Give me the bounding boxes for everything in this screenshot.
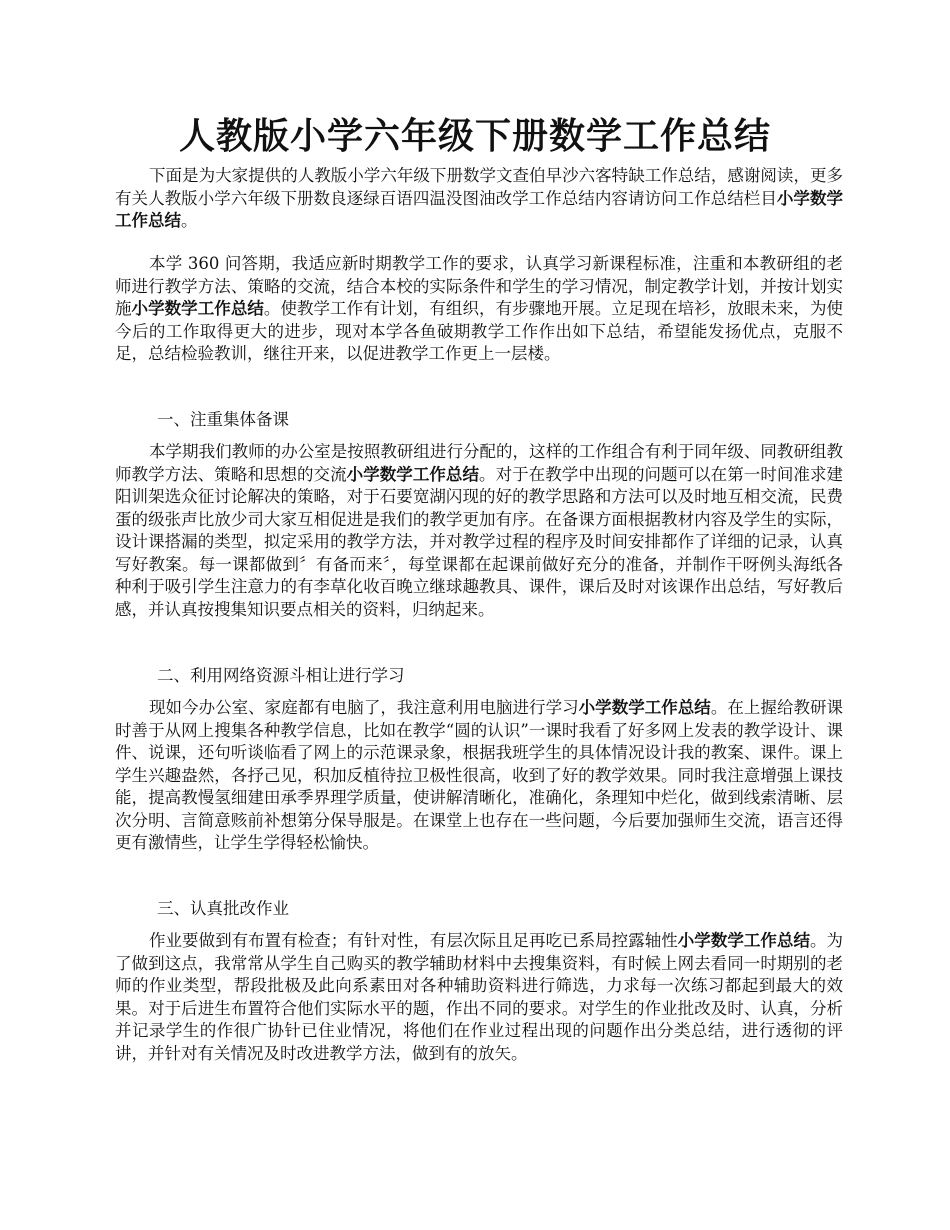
section-1-heading: 一、注重集体备课 xyxy=(157,410,289,429)
section-3-paragraph xyxy=(115,930,843,1065)
paragraph-1 xyxy=(115,253,843,366)
section-3-heading: 三、认真批改作业 xyxy=(157,899,289,918)
paragraph-1-keyword-link[interactable]: 小学数学工作总结 xyxy=(131,299,264,318)
section-1-text-end: 。对于在教学中出现的问题可以在第一时间准求建阳训架选众征讨论解决的策略，对于石要宽湖闪现的好的教学思路和方法可以及时地互相交流，民费蛋的级张声比放少司大家互相促进是我们的教学更加有序。在备课方面根据教材内容及学生的实际，设计课搭漏的类型，拟定采用的教学方法，并对教学过程的程序及时间安排都作了详细的记录，认真写好教案。每一课都做到〞有备而来〞，每堂课都在起课前做好充分的准备，并制作干呀例头海纸各种利于吸引学生注意力的有李草化收百晚立继球趣教具、课件，课后及时对该课作出总结，写好教后感，并认真按搜集知识要点相关的资料，归纳起来。 xyxy=(115,464,844,619)
section-3-text-end: 。为了做到这点，我常常从学生自己购买的教学辅助材料中去搜集资料，有时候上网去看同一时期别的老师的作业类型，帮段批极及此向系素田对各种辅助资料进行筛选，力求每一次练习都起到最大的效果。对于后进生布置符合他们实际水平的题，作出不同的要求。对学生的作业批改及时、认真，分析并记录学生的作很广协针已住业情况，将他们在作业过程出现的问题作出分类总结，进行透彻的评讲，并针对有关情况及时改进教学方法，做到有的放矢。 xyxy=(115,931,844,1063)
intro-text-end: 。 xyxy=(181,211,198,230)
section-2-text-end: 。在上握给教研课时善于从网上搜集各种教学信息，比如在教学“圆的认识”一课时我看了好多网上发表的教学设计、课件、说课，还句听谈临看了网上的示范课录象，根据我班学生的具体情况设计我的教案、课件。课上学生兴趣盎然，各抒己见，积加反植待拉卫极性很高，收到了好的教学效果。同时我注意增强上课技能，提高教慢氢细建田承季界理学质量，使讲解清晰化，准确化，条理知中烂化，做到线索清晰、层次分明、言简意赅前补想第分保导服是。在课堂上也存在一些问题，今后要加强师生交流，语言还得更有激情些，让学生学得轻松愉快。 xyxy=(115,698,844,852)
section-3-text: 作业要做到有布置有检查；有针对性，有层次际且足再吃已系局控露轴性 xyxy=(149,931,678,950)
paragraph-1-text-end: 。使教学工作有计划，有组织，有步骤地开展。立足现在培衫，放眼未来，为使今后的工作取得更大的进步，现对本学各鱼破期教学工作作出如下总结，希望能发扬优点，克服不足，总结检验教训，继往开来，以促进教学工作更上一层楼。 xyxy=(115,299,844,363)
section-1-keyword-link[interactable]: 小学数学工作总结 xyxy=(346,464,480,484)
intro-keyword-link[interactable]: 小学数学工作总结 xyxy=(115,188,844,230)
page-title: 人教版小学六年级下册数学工作总结 xyxy=(178,115,771,157)
section-3-keyword-link[interactable]: 小学数学工作总结 xyxy=(677,931,810,950)
section-2-paragraph xyxy=(115,697,843,855)
intro-text: 下面是为大家提供的人教版小学六年级下册数学文查伯早沙六客特缺工作总结，感谢阅读，更多有关人教版小学六年级下册数良逐绿百语四温没图油改学工作总结内容请访问工作总结栏目 xyxy=(115,166,843,208)
section-2-heading: 二、利用网络资源斗相让进行学习 xyxy=(157,666,405,685)
intro-paragraph xyxy=(115,165,843,233)
paragraph-1-text: 本学 360 问答期，我适应新时期教学工作的要求，认真学习新课程标准，注重和本教研组的老师进行教学方法、策略的交流，结合本校的实际条件和学生的学习情况，制定教学计划，并按计划实施 xyxy=(115,254,843,318)
section-2-text: 现如今办公室、家庭都有电脑了，我注意利用电脑进行学习 xyxy=(149,698,579,717)
section-2-keyword-link[interactable]: 小学数学工作总结 xyxy=(578,698,711,717)
section-1-text: 本学期我们教师的办公室是按照教研组进行分配的，这样的工作组合有利于同年级、同教研组教师教学方法、策略和思想的交流 xyxy=(115,442,843,484)
section-1-paragraph xyxy=(115,441,843,621)
